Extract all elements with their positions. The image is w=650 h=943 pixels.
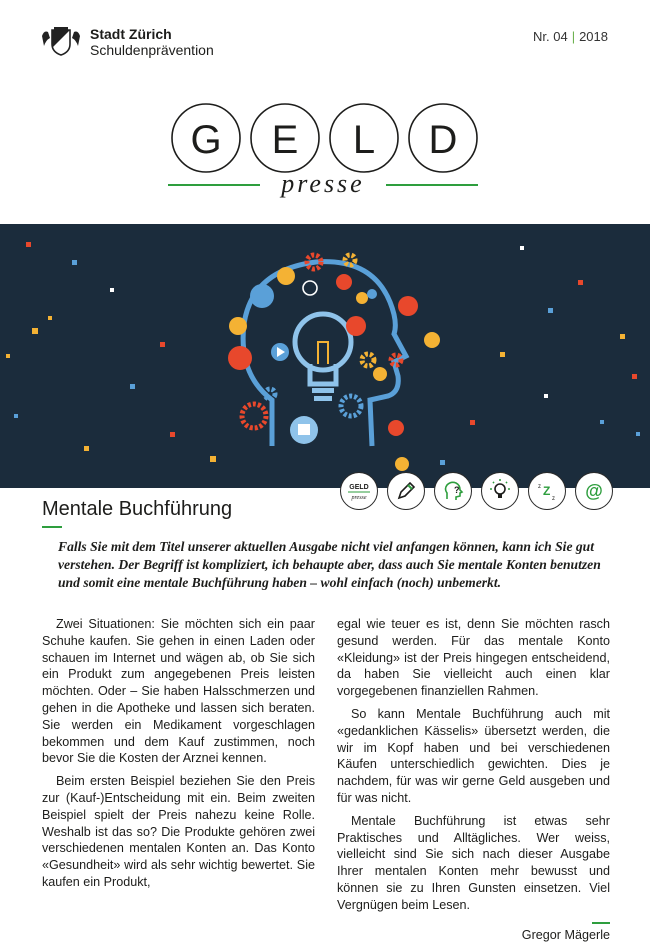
dollar-badge-icon <box>356 292 368 304</box>
article-column-right <box>337 616 610 943</box>
svg-text:Z: Z <box>543 484 551 498</box>
coin-icon <box>277 267 295 285</box>
article-column-left <box>42 616 315 943</box>
svg-text:z: z <box>552 496 555 502</box>
geld-presse-logo-icon <box>340 472 378 510</box>
sleep-zzz-icon <box>528 472 566 510</box>
gear-icon <box>242 404 266 428</box>
at-sign-icon <box>575 472 613 510</box>
paragraph: Zwei Situationen: Sie möchten sich ein paar Schuhe kaufen. Sie gehen in einen Laden oder schauen im Internet und wägen ab, ob Sie sich ein Produkt zum angegebenen Preis leisten möchten. Oder – Sie haben Halsschmerzen und gehen in die Apotheke und lassen sich beraten. Sie werden ein Medikament vorgeschlagen bekommen und dem Kauf zustimmen, noch bevor Sie die Kosten der Arznei kennen. <box>42 617 315 766</box>
issue-number: Nr. 04 <box>533 29 568 44</box>
pencil-icon <box>387 472 425 510</box>
scattered-dots <box>6 242 640 465</box>
lightbulb-icon <box>481 472 519 510</box>
svg-text:presse: presse <box>351 495 367 501</box>
author-name: Gregor Mägerle <box>521 927 610 942</box>
brain-lightbulb-illustration <box>0 224 650 488</box>
masthead-letter-e: E <box>271 118 299 162</box>
svg-text:@: @ <box>585 481 603 501</box>
coin-icon <box>346 316 366 336</box>
globe-icon <box>250 284 274 308</box>
lightbulb-icon <box>295 314 351 401</box>
topic-icon-row <box>340 472 613 510</box>
coin-icon <box>373 367 387 381</box>
author-rule <box>592 922 610 924</box>
coin-icon <box>424 332 440 348</box>
svg-text:z: z <box>538 484 541 490</box>
coin-icon <box>388 420 404 436</box>
coin-icon <box>395 457 409 471</box>
question-head-icon <box>434 472 472 510</box>
paragraph: Mentale Buchführung ist etwas sehr Praktisches und Alltägliches. Wer weiss, vielleicht sind Sie sich nach dieser Ausgabe Ihrer mentalen Konten mehr bewusst und können sie zu Ihren Gunsten einsetzen. Viel Vergnügen beim Lesen. <box>337 813 610 912</box>
title-underline <box>42 526 62 528</box>
org-department: Schuldenprävention <box>90 42 214 58</box>
issue-info: Nr. 04 | 2018 <box>533 29 608 44</box>
org-header <box>40 26 214 58</box>
paragraph: egal wie teuer es ist, denn Sie möchten rasch gesund werden. Für das mentale Konto «Kleidung» ist der Preis hingegen entscheidend, da haben Sie vielleicht auch einen klar vorgegebenen finanziellen Rahmen. <box>337 617 610 699</box>
gear-icon <box>362 354 374 366</box>
gear-icon <box>265 389 275 399</box>
masthead-letter-l: L <box>352 118 376 162</box>
geld-presse-masthead <box>168 100 482 200</box>
masthead-letter-g: G <box>190 118 222 162</box>
article-body <box>42 616 610 943</box>
org-name: Stadt Zürich <box>90 26 172 42</box>
paragraph: Beim ersten Beispiel beziehen Sie den Preis zur (Kauf-)Entscheidung mit ein. Beim zweiten Beispiel spielt der Preis nahezu keine Rolle. Weshalb ist das so? Die Produkte gehören zwei verschiedenen mentalen Konten an. Das Konto «Gesundheit» wird als sehr wichtig bewertet. Sie kaufen ein Produkt, <box>42 774 315 889</box>
coin-icon <box>229 317 247 335</box>
masthead-subtitle: presse <box>281 169 365 198</box>
gear-icon <box>341 396 361 416</box>
masthead-letter-d: D <box>428 118 458 162</box>
coin-icon <box>228 346 252 370</box>
coin-icon <box>398 296 418 316</box>
article-title: Mentale Buchführung <box>42 498 233 520</box>
svg-text:GELD: GELD <box>349 484 369 491</box>
zurich-coat-of-arms-icon <box>40 26 82 56</box>
paragraph: So kann Mentale Buchführung auch mit «gedanklichen Kässelis» übersetzt werden, die wir im Kopf haben und bei verschiedenen Käufen unterschiedlich gewichten. Dies je nachdem, für was wir gerne Geld ausgeben und für was nicht. <box>337 706 610 805</box>
wifi-icon <box>303 281 317 295</box>
issue-year: 2018 <box>579 29 608 44</box>
article-lead: Falls Sie mit dem Titel unserer aktuellen Ausgabe nicht viel anfangen können, kann ich Sie gut verstehen. Der Begriff ist kompliziert, ich behaupte aber, dass auch Sie mentale Konten benutzen und somit eine mentale Buchführung haben – wohl einfach (noch) unbemerkt. <box>58 539 601 590</box>
chat-bubble-icon <box>336 274 352 290</box>
paper-plane-icon <box>367 289 377 299</box>
hero-banner <box>0 224 650 488</box>
svg-text:?: ? <box>454 485 460 495</box>
